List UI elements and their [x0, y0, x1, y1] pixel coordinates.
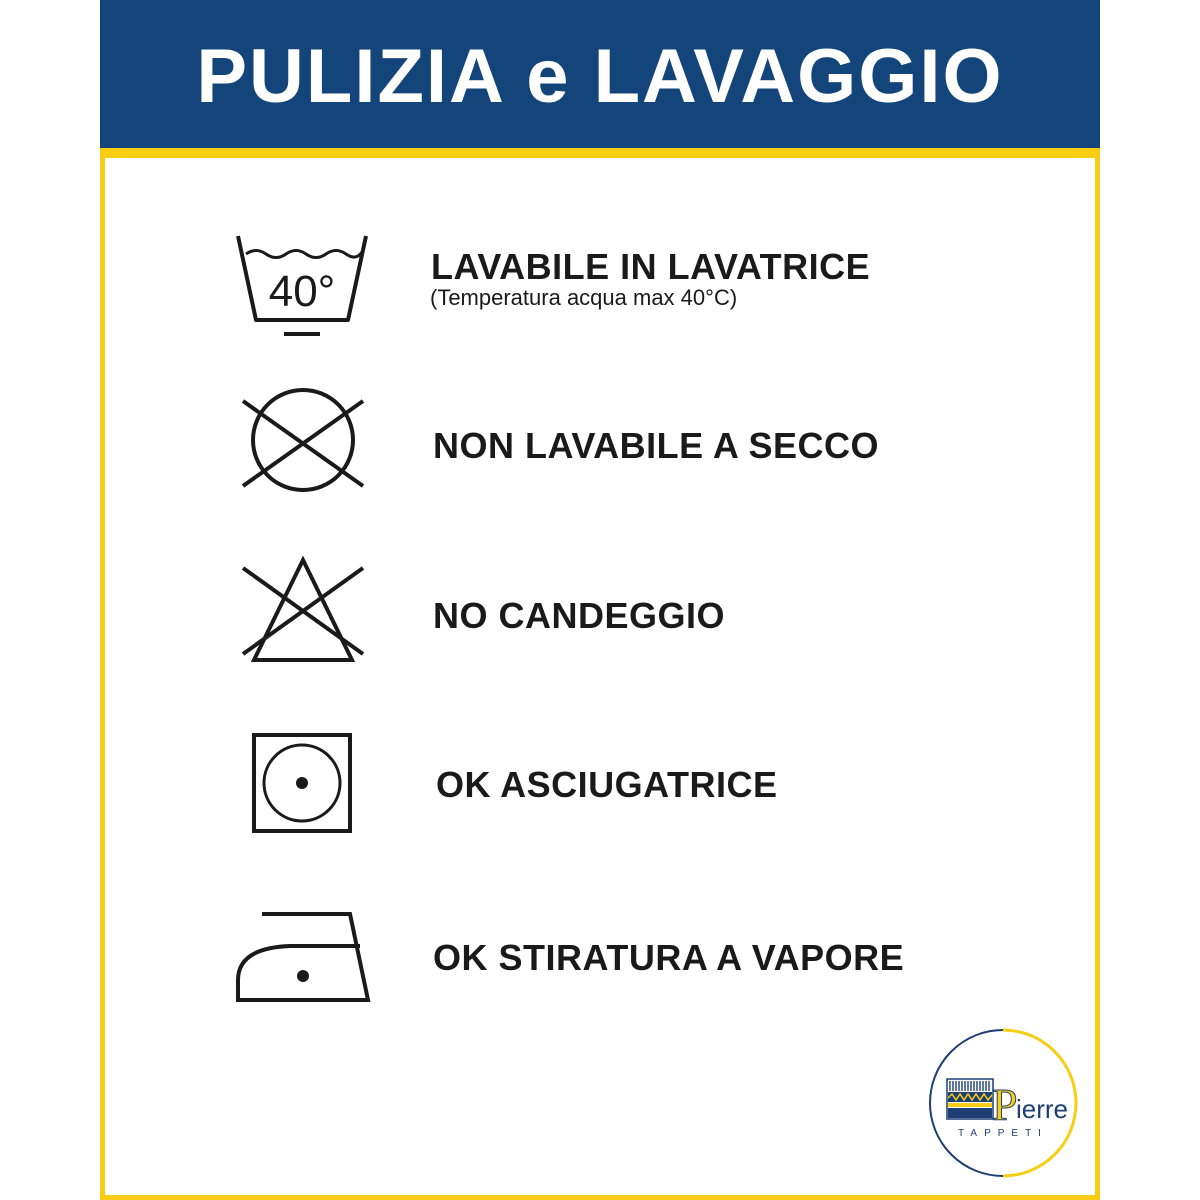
iron-icon: [234, 910, 372, 1006]
logo-tagline: TAPPETI: [958, 1128, 1048, 1139]
page-title: PULIZIA e LAVAGGIO: [196, 33, 1004, 119]
carpet-emblem-icon: [947, 1079, 993, 1119]
no-bleach-icon: [240, 556, 366, 666]
logo-letter-p: P: [992, 1079, 1018, 1130]
wash-40-icon: [232, 230, 372, 342]
wash-label: LAVABILE IN LAVATRICE: [431, 246, 871, 287]
bleach-label: NO CANDEGGIO: [433, 595, 726, 636]
tumble-dry-label: OK ASCIUGATRICE: [436, 764, 778, 805]
care-card: [100, 0, 1100, 1200]
iron-label: OK STIRATURA A VAPORE: [433, 937, 905, 978]
dry-clean-label: NON LAVABILE A SECCO: [433, 425, 880, 466]
tumble-dry-icon: [252, 733, 352, 833]
logo-wordmark: ierre: [1016, 1094, 1069, 1124]
no-dry-clean-icon: [240, 388, 366, 492]
pierre-tappeti-logo: [928, 1028, 1078, 1178]
wash-note: (Temperatura acqua max 40°C): [430, 285, 738, 310]
wash-temperature-text: 40°: [268, 267, 336, 316]
header-banner: [100, 0, 1100, 148]
